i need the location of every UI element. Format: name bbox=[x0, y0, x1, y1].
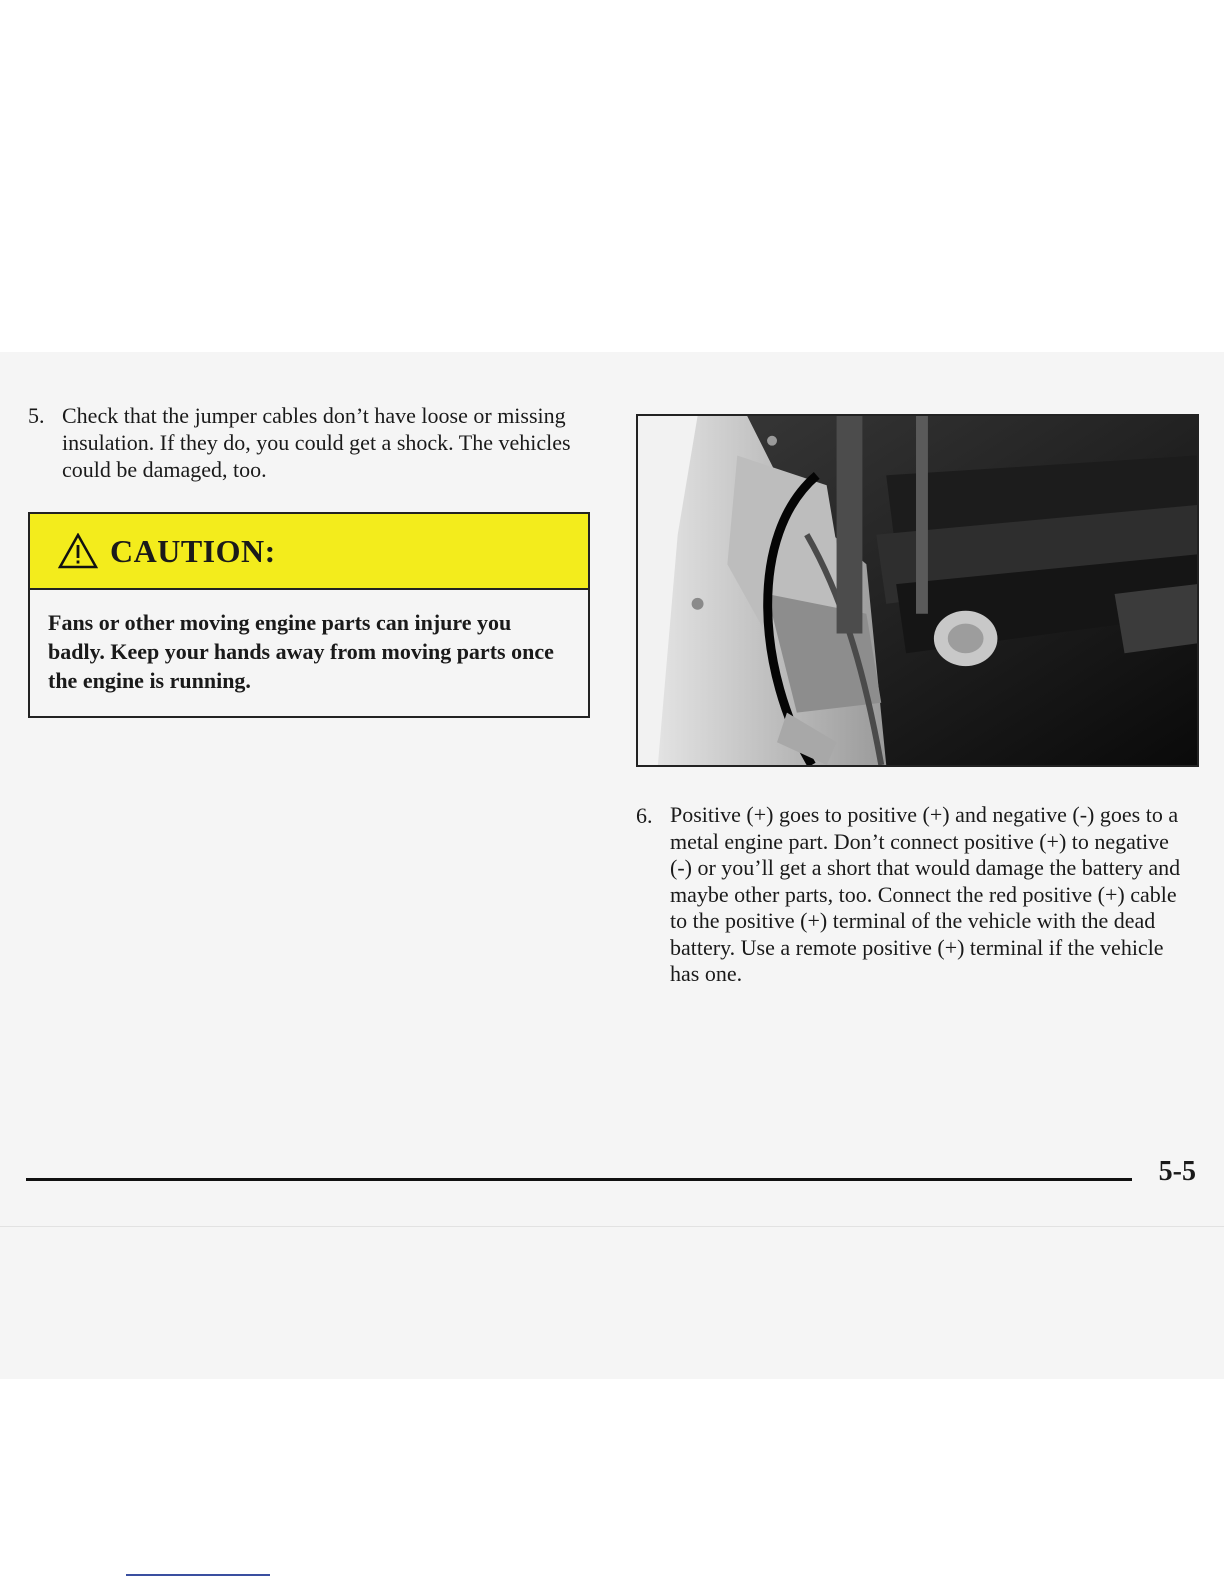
engine-photo bbox=[636, 414, 1199, 767]
step-5-number: 5. bbox=[28, 403, 45, 428]
step-6-text: Positive (+) goes to positive (+) and negative (-) goes to a metal engine part. Don’t connect positive (+) to negative (-) or you’ll get a short that would damage the battery and maybe other parts, too. Connect the red positive (+) cable to the positive (+) terminal of the vehicle with the dead battery. Use a remote positive (+) terminal if the vehicle has one. bbox=[670, 802, 1181, 986]
caution-box bbox=[28, 512, 590, 718]
caution-title: CAUTION: bbox=[110, 532, 276, 569]
page-number: 5-5 bbox=[1158, 1156, 1196, 1187]
warning-triangle-icon bbox=[58, 533, 98, 569]
bottom-underline bbox=[126, 1574, 270, 1576]
page-fold-line bbox=[0, 1226, 1224, 1227]
caution-header bbox=[30, 514, 588, 590]
footer-rule bbox=[26, 1178, 1132, 1181]
manual-page bbox=[0, 352, 1224, 1379]
caution-body: Fans or other moving engine parts can injure you badly. Keep your hands away from moving parts once the engine is running. bbox=[48, 610, 554, 693]
engine-photo-icon bbox=[638, 416, 1197, 765]
step-6-number: 6. bbox=[636, 803, 653, 828]
step-5-text: Check that the jumper cables don’t have loose or missing insulation. If they do, you could get a shock. The vehicles could be damaged, too. bbox=[62, 403, 571, 482]
